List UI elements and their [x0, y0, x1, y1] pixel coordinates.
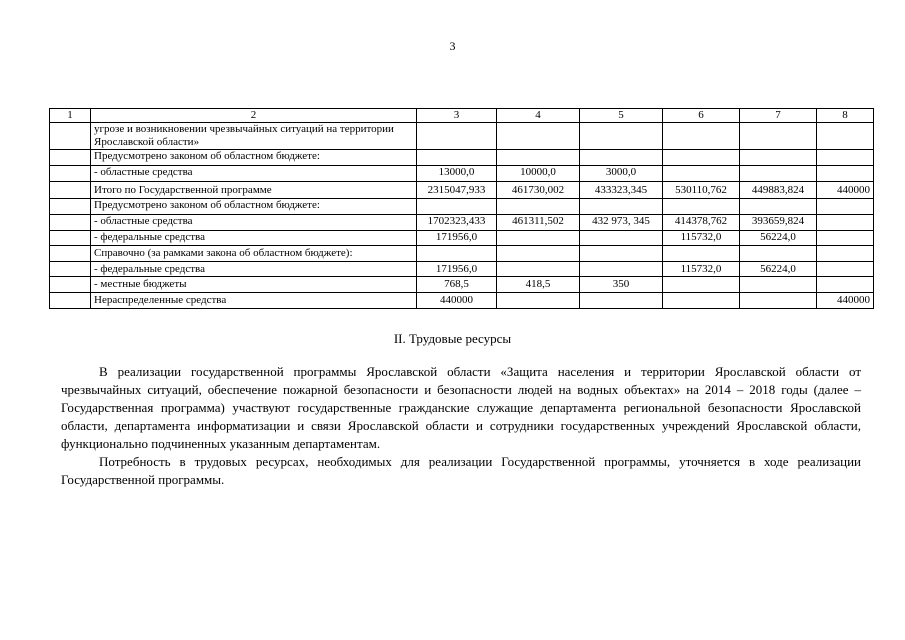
table-cell: 440000 [817, 293, 874, 309]
table-cell: 10000,0 [497, 166, 580, 182]
table-cell [817, 166, 874, 182]
row-label-cell: - местные бюджеты [91, 277, 417, 293]
table-cell: 414378,762 [663, 215, 740, 231]
table-row [50, 246, 874, 262]
row-label-cell: - федеральные средства [91, 231, 417, 246]
table-cell [817, 215, 874, 231]
table-row [50, 182, 874, 199]
table-cell [50, 123, 91, 150]
paragraph-labor-needs: Потребность в трудовых ресурсах, необходимых для реализации Государственной программы, уточняется в ходе реализации Государственной программы. [61, 454, 861, 487]
table-cell [497, 262, 580, 277]
table-cell [817, 262, 874, 277]
row-label-cell: - федеральные средства [91, 262, 417, 277]
table-cell [580, 293, 663, 309]
table-cell: 1702323,433 [417, 215, 497, 231]
table-cell [50, 150, 91, 166]
table-cell: 530110,762 [663, 182, 740, 199]
table-cell [663, 199, 740, 215]
row-label-cell: Предусмотрено законом об областном бюджете: [91, 150, 417, 166]
row-label-cell: Предусмотрено законом об областном бюджете: [91, 199, 417, 215]
table-cell [50, 231, 91, 246]
table-cell [817, 246, 874, 262]
table-cell [740, 166, 817, 182]
header-cell: 3 [417, 109, 497, 123]
table-cell: 768,5 [417, 277, 497, 293]
budget-table [49, 108, 874, 309]
table-cell [580, 231, 663, 246]
table-cell [50, 277, 91, 293]
row-label-cell: - областные средства [91, 166, 417, 182]
table-cell: 115732,0 [663, 262, 740, 277]
table-cell [50, 166, 91, 182]
table-cell [580, 123, 663, 150]
table-cell [740, 246, 817, 262]
table-cell [740, 123, 817, 150]
table-cell: 461311,502 [497, 215, 580, 231]
row-label-cell: угрозе и возникновении чрезвычайных ситуаций на территории Ярославской области» [91, 123, 417, 150]
table-cell [497, 246, 580, 262]
table-cell [663, 123, 740, 150]
table-cell [580, 246, 663, 262]
table-cell: 2315047,933 [417, 182, 497, 199]
table-cell: 432 973, 345 [580, 215, 663, 231]
table-cell [497, 150, 580, 166]
page-number: 3 [449, 39, 456, 53]
header-cell: 1 [50, 109, 91, 123]
table-cell: 13000,0 [417, 166, 497, 182]
row-label-cell: - областные средства [91, 215, 417, 231]
table-cell [417, 123, 497, 150]
table-cell [50, 182, 91, 199]
table-cell [817, 150, 874, 166]
table-row [50, 150, 874, 166]
table-cell: 440000 [817, 182, 874, 199]
table-cell [663, 293, 740, 309]
row-label-cell: Итого по Государственной программе [91, 182, 417, 199]
header-cell: 4 [497, 109, 580, 123]
table-cell: 449883,824 [740, 182, 817, 199]
table-cell: 171956,0 [417, 262, 497, 277]
table-cell: 418,5 [497, 277, 580, 293]
table-cell [817, 231, 874, 246]
header-cell: 6 [663, 109, 740, 123]
table-row [50, 293, 874, 309]
table-cell [580, 199, 663, 215]
row-label-cell: Справочно (за рамками закона об областном бюджете): [91, 246, 417, 262]
table-cell [417, 246, 497, 262]
header-cell: 5 [580, 109, 663, 123]
table-cell [417, 199, 497, 215]
table-cell [50, 246, 91, 262]
table-cell [50, 199, 91, 215]
table-cell: 171956,0 [417, 231, 497, 246]
table-cell: 3000,0 [580, 166, 663, 182]
row-label-cell: Нераспределенные средства [91, 293, 417, 309]
table-cell [663, 150, 740, 166]
table-cell [497, 123, 580, 150]
table-cell [663, 277, 740, 293]
table-cell [497, 293, 580, 309]
table-row [50, 199, 874, 215]
table-cell: 56224,0 [740, 262, 817, 277]
table-cell: 461730,002 [497, 182, 580, 199]
table-cell [497, 231, 580, 246]
table-row [50, 231, 874, 246]
table-cell [740, 150, 817, 166]
table-row [50, 166, 874, 182]
table-cell [663, 246, 740, 262]
table-cell [817, 277, 874, 293]
table-cell: 433323,345 [580, 182, 663, 199]
table-cell [817, 123, 874, 150]
table-cell: 350 [580, 277, 663, 293]
table-cell [580, 262, 663, 277]
table-header-row [50, 109, 874, 123]
table-cell: 56224,0 [740, 231, 817, 246]
table-row [50, 262, 874, 277]
table-row [50, 215, 874, 231]
table-cell: 115732,0 [663, 231, 740, 246]
table-row [50, 277, 874, 293]
table-cell [417, 150, 497, 166]
table-cell [50, 293, 91, 309]
header-cell: 8 [817, 109, 874, 123]
table-cell [817, 199, 874, 215]
table-cell [497, 199, 580, 215]
table-cell [740, 277, 817, 293]
table-row [50, 123, 874, 150]
table-cell: 393659,824 [740, 215, 817, 231]
header-cell: 2 [91, 109, 417, 123]
table-cell [580, 150, 663, 166]
paragraph-labor-participants: В реализации государственной программы Ярославской области «Защита населения и территории Ярославской области от чрезвычайных ситуаций, обеспечение пожарной безопасности и безопасности людей на водных объектах» на 2014 – 2018 годы (далее – Государственная программа) участвуют государственные гражданские служащие департамента региональной безопасности Ярославской области, департамента информатизации и связи Ярославской области и сотрудники государственных учреждений Ярославской области, функционально подчиненных указанным департаментам. [61, 364, 861, 451]
table-cell [740, 199, 817, 215]
header-cell: 7 [740, 109, 817, 123]
section-title: II. Трудовые ресурсы [393, 331, 512, 346]
table-cell: 440000 [417, 293, 497, 309]
table-cell [50, 262, 91, 277]
table-cell [50, 215, 91, 231]
table-cell [740, 293, 817, 309]
table-cell [663, 166, 740, 182]
